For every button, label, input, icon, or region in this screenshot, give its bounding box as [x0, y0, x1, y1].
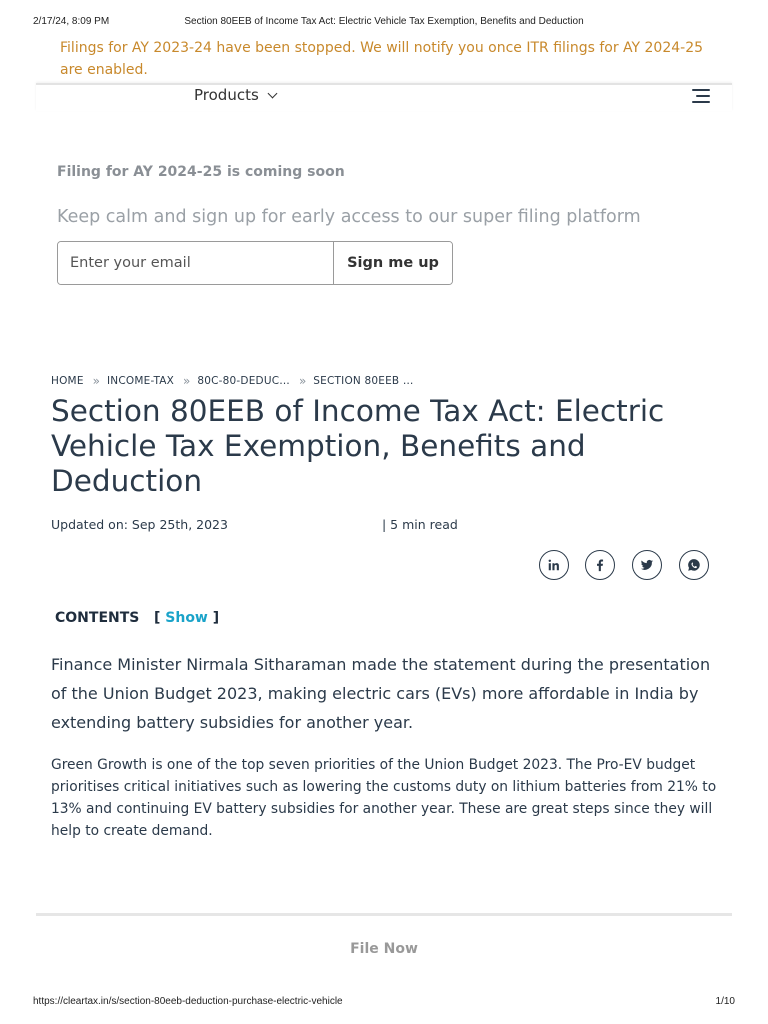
breadcrumb-separator-icon: »: [298, 374, 305, 388]
article-title: Section 80EEB of Income Tax Act: Electric Vehicle Tax Exemption, Benefits and Deduction: [51, 394, 665, 498]
filing-notice-banner: [36, 34, 732, 84]
table-of-contents: [55, 610, 219, 626]
print-page-title: Section 80EEB of Income Tax Act: Electric Vehicle Tax Exemption, Benefits and Deduction: [184, 16, 584, 27]
facebook-icon: [593, 558, 607, 572]
breadcrumb-separator-icon: »: [92, 374, 98, 388]
signup-form: [57, 241, 453, 285]
share-twitter-button[interactable]: [632, 550, 662, 580]
print-url: https://cleartax.in/s/section-80eeb-deduction-purchase-electric-vehicle: [33, 996, 343, 1007]
sign-me-up-button[interactable]: Sign me up: [334, 242, 452, 284]
read-time: | 5 min read: [382, 517, 458, 532]
article-paragraph: Green Growth is one of the top seven priorities of the Union Budget 2023. The Pro-EV budget prioritises critical initiatives such as lowering the customs duty on lithium batteries from 21% to 13% and continuing EV battery subsidies for another year. These are great steps since they will help to create demand.: [51, 757, 717, 839]
email-input[interactable]: [58, 242, 334, 284]
file-now-bar: [36, 913, 732, 983]
breadcrumb-income-tax[interactable]: INCOME-TAX: [107, 375, 175, 387]
products-menu-button[interactable]: [194, 86, 276, 104]
products-label: Products: [194, 86, 259, 104]
share-linkedin-button[interactable]: [539, 550, 569, 580]
twitter-icon: [640, 558, 654, 572]
breadcrumb-current[interactable]: SECTION 80EEB …: [313, 375, 414, 387]
whatsapp-icon: [687, 558, 701, 572]
filing-notice-text: Filings for AY 2023-24 have been stopped. We will notify you once ITR filings for AY 2024-25 are enabled.: [60, 40, 704, 78]
breadcrumb-separator-icon: »: [183, 374, 189, 388]
linkedin-icon: [547, 558, 561, 572]
contents-label: CONTENTS: [55, 610, 140, 626]
hamburger-menu-icon[interactable]: [692, 89, 710, 103]
updated-date: Updated on: Sep 25th, 2023: [51, 517, 228, 532]
share-whatsapp-button[interactable]: [679, 550, 709, 580]
chevron-down-icon: [267, 88, 277, 98]
breadcrumb-deductions[interactable]: 80C-80-DEDUC…: [197, 375, 290, 387]
contents-bracket-open: [: [153, 610, 161, 626]
print-page-number: 1/10: [715, 996, 735, 1007]
contents-show-toggle[interactable]: Show: [165, 610, 208, 626]
top-navigation: [36, 83, 732, 111]
coming-soon-heading: Filing for AY 2024-25 is coming soon: [57, 164, 345, 180]
print-header: [0, 16, 768, 30]
article-lead-paragraph: Finance Minister Nirmala Sitharaman made the statement during the presentation of the Union Budget 2023, making electric cars (EVs) more affordable in India by extending battery subsidies for another year.: [51, 655, 711, 732]
signup-tagline: Keep calm and sign up for early access to our super filing platform: [57, 207, 641, 227]
share-facebook-button[interactable]: [585, 550, 615, 580]
breadcrumb: [51, 374, 414, 388]
breadcrumb-home[interactable]: HOME: [51, 375, 84, 387]
file-now-button[interactable]: File Now: [350, 941, 418, 957]
print-datetime: 2/17/24, 8:09 PM: [33, 16, 110, 27]
contents-bracket-close: ]: [212, 610, 220, 626]
